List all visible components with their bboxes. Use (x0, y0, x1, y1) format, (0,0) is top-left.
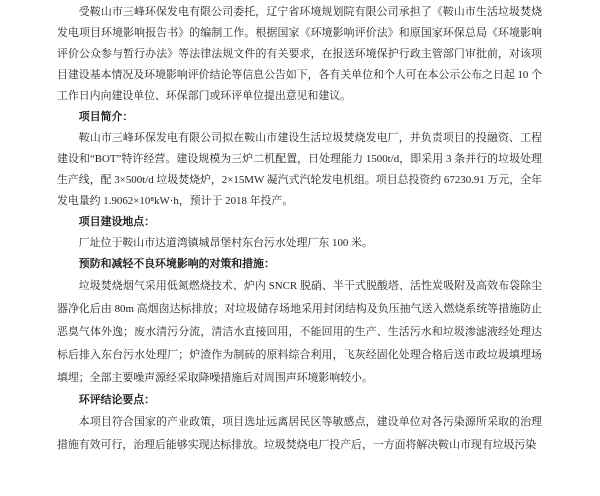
section-heading-measures: 预防和减轻不良环境影响的对策和措施： (78, 258, 275, 270)
intro-paragraph: 受鞍山市三峰环保发电有限公司委托，辽宁省环境规划院有限公司承担了《鞍山市生活垃圾焚烧发电项目环境影响报告书》的编制工作。根据国家《环境影响评价法》和原国家环保总局《环境影响评价公众参与暂行办法》等法律法规文件的有关要求，在报送环境保护行政主管部门审批前，对该项目建设基本情况及环境影响评价结论等信息公告如下，各有关单位和个人可在本公示公布之日起 10 个工作日内向建设单位、环保部门或环评单位提出意见和建议。 (57, 6, 542, 102)
section-heading-location: 项目建设地点： (78, 216, 156, 228)
section-body-conclusion: 本项目符合国家的产业政策，项目选址远离居民区等敏感点，建设单位对各污染源所采取的治理措施有效可行，治理后能够实现达标排放。垃圾焚烧电厂投产后，一方面将解决鞍山市现有垃圾污染 (57, 416, 542, 451)
section-body-project-intro: 鞍山市三峰环保发电有限公司拟在鞍山市建设生活垃圾焚烧发电厂，并负责项目的投融资、工程建设和“BOT”特许经营。建设规模为三炉二机配置，日处理能力 1500t/d，即采用 3 条并行的垃圾处理生产线，配 3×500t/d 垃圾焚烧炉，2×15MW 凝汽式汽轮发电机组。项目总投资约 67230.91 万元，全年发电量约 1.9062×10⁸kW·h，预计于 2018 年投产。 (57, 132, 542, 207)
section-body-measures: 垃圾焚烧烟气采用低氮燃烧技术、炉内 SNCR 脱硝、半干式脱酸塔、活性炭吸附及高效布袋除尘器净化后由 80m 高烟囱达标排放；对垃圾储存场地采用封闭结构及负压抽气送入燃烧系统等措施防止恶臭气体外逸；废水清污分流，清洁水直接回用，不能回用的生产、生活污水和垃圾渗滤液经处理达标后排入东台污水处理厂；炉渣作为制砖的原料综合利用，飞灰经固化处理合格后送市政垃圾填埋场填埋；全部主要噪声源经采取降噪措施后对周围声环境影响较小。 (57, 280, 542, 384)
section-heading-conclusion: 环评结论要点： (78, 394, 156, 406)
section-heading-project-intro: 项目简介： (78, 111, 134, 123)
section-body-location: 厂址位于鞍山市达道湾镇城昂堡村东台污水处理厂东 100 米。 (78, 237, 373, 249)
